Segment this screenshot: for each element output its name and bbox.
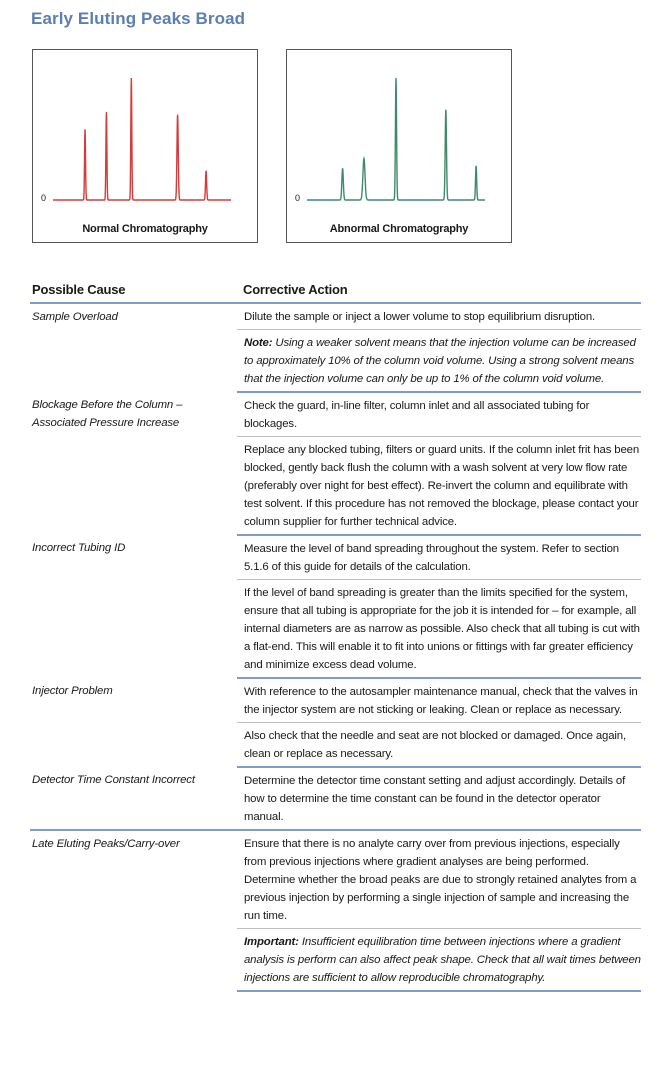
abnormal-chromatogram	[286, 49, 512, 243]
chart-label-normal: Normal Chromatography	[82, 223, 208, 235]
abnormal-chromatogram-plot	[287, 50, 511, 242]
header-possible-cause: Possible Cause	[30, 280, 237, 303]
table-row	[30, 535, 641, 580]
corrective-action-cell	[237, 929, 641, 992]
table-row	[30, 678, 641, 723]
table-row	[30, 830, 641, 929]
note-lead: Note:	[244, 337, 273, 349]
zero-label: 0	[295, 193, 301, 203]
zero-label: 0	[41, 193, 47, 203]
table-row	[30, 303, 641, 330]
possible-cause-cell: Late Eluting Peaks/Carry-over	[32, 838, 180, 850]
note-lead: Important:	[244, 936, 299, 948]
corrective-action-cell: If the level of band spreading is greater than the limits specified for the system, ensure that all tubing is appropriate for the job it is intended for – for example, all internal diameters are as narrow as possible. Also check that all tubing is cut with a flat-end. This will enable it to fit into unions or fittings with far greater efficiency and minimize excess dead volume.	[237, 580, 641, 679]
corrective-action-cell: Determine the detector time constant setting and adjust accordingly. Details of how to determine the time constant can be found in the detector operator manual.	[237, 767, 641, 830]
possible-cause-cell: Incorrect Tubing ID	[32, 542, 126, 554]
corrective-action-cell	[237, 330, 641, 393]
note-text: Insufficient equilibration time between injections where a gradient analysis is perform can also affect peak shape. Check that all wait times between injections are sufficient to allow reproducible chromatography.	[244, 936, 641, 984]
corrective-action-cell: Replace any blocked tubing, filters or guard units. If the column inlet frit has been blocked, gently back flush the column with a wash solvent at very low flow rate (preferably over night for best effect). Re-invert the column and equilibrate with test solvent. If this procedure has not removed the blockage, please contact your column supplier for further technical advice.	[237, 437, 641, 536]
corrective-action-cell: Ensure that there is no analyte carry over from previous injections, especially from previous injections where gradient analyses are being performed. Determine whether the broad peaks are due to strongly retained analytes from a previous injection by performing a single injection of sample and increasing the run time.	[237, 830, 641, 929]
header-corrective-action: Corrective Action	[237, 280, 641, 303]
corrective-action-cell: Check the guard, in-line filter, column inlet and all associated tubing for blockages.	[237, 392, 641, 437]
chromatogram-trace	[53, 78, 231, 200]
table-row	[30, 392, 641, 437]
note-text: Using a weaker solvent means that the injection volume can be increased to approximately 10% of the column void volume. Using a strong solvent means that the injection volume can only be up to 1% of the column void volume.	[244, 337, 636, 385]
corrective-action-cell: Measure the level of band spreading throughout the system. Refer to section 5.1.6 of this guide for details of the calculation.	[237, 535, 641, 580]
possible-cause-cell: Blockage Before the Column – Associated Pressure Increase	[32, 399, 183, 429]
normal-chromatogram-plot	[33, 50, 257, 242]
table-body	[30, 303, 641, 991]
possible-cause-cell: Detector Time Constant Incorrect	[30, 767, 237, 830]
chromatogram-trace	[307, 78, 485, 200]
troubleshooting-table	[30, 280, 641, 992]
chart-label-abnormal: Abnormal Chromatography	[329, 223, 469, 235]
corrective-action-cell: With reference to the autosampler maintenance manual, check that the valves in the injector system are not sticking or leaking. Clean or replace as necessary.	[237, 678, 641, 723]
corrective-action-cell: Also check that the needle and seat are not blocked or damaged. Once again, clean or replace as necessary.	[237, 723, 641, 768]
normal-chromatogram	[32, 49, 258, 243]
page-title: Early Eluting Peaks Broad	[31, 9, 246, 28]
corrective-action-cell: Dilute the sample or inject a lower volume to stop equilibrium disruption.	[237, 303, 641, 330]
possible-cause-cell: Sample Overload	[32, 311, 118, 323]
table-row	[30, 767, 641, 830]
possible-cause-cell: Injector Problem	[32, 685, 113, 697]
